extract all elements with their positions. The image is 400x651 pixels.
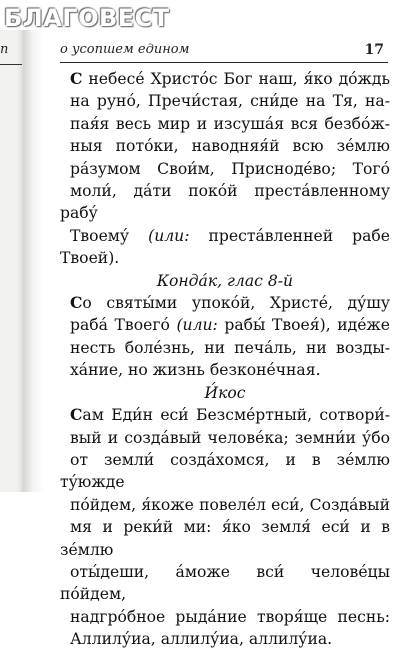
line-text: преста́вленней рабе Твоей). — [60, 226, 390, 268]
text-line: несть боле́знь, ни печа́ль, ни возды- — [70, 338, 390, 357]
text-line — [60, 68, 390, 90]
text-line — [60, 225, 390, 270]
page-number: 17 — [364, 42, 384, 58]
text-line: пая́я весь мир и изсуша́я вся безбо́ж- — [70, 114, 390, 133]
drop-initial: С — [70, 293, 83, 313]
text-line: надгро́бное рыда́ние творя́ще песнь: — [70, 607, 390, 626]
book-page — [44, 30, 400, 649]
troparion-paragraph — [60, 68, 390, 270]
kontakion-heading: Конда́к, глас 8-й — [156, 271, 294, 290]
text-line — [60, 404, 390, 426]
drop-initial: С — [70, 405, 83, 425]
line-text: о святы́ми упоко́й, Христе́, ду́шу — [82, 294, 390, 313]
text-line: по́йдем, я́коже повеле́л еси́, Созда́вый — [70, 495, 390, 514]
text-line: ныя пото́ки, наводняя́й всю зе́млю — [70, 137, 390, 156]
prayer-text — [60, 68, 390, 651]
kontakion-paragraph — [60, 292, 390, 382]
brand-watermark: БЛАГОВЕСТ — [4, 4, 170, 32]
text-line — [60, 314, 390, 336]
line-text: рабы́ Твоея́), иде́же — [217, 316, 391, 335]
line-text: раба́ Твоего́ — [70, 316, 177, 335]
book-gutter — [24, 30, 44, 492]
running-title: о усопшем едином — [60, 42, 190, 57]
text-line: вый и созда́вый челове́ка; земни́и у́бо — [70, 428, 390, 447]
text-line: на руно́, Пречи́стая, сни́де на Тя, на- — [70, 92, 390, 111]
variant-note: (или: — [148, 226, 190, 245]
text-line: ра́зумом Свои́м, Присноде́во; Того́ — [70, 159, 390, 178]
variant-note: (или: — [176, 316, 218, 335]
text-line: от земли́ созда́хомся, и в зе́млю ту́южде — [60, 450, 390, 492]
drop-initial: С — [70, 69, 83, 88]
text-line — [60, 292, 390, 314]
previous-page-header-fragment: п — [0, 42, 9, 57]
previous-page-header-rule — [0, 64, 22, 65]
text-line: мя и реки́й ми: я́ко земля́ еси́ и в зе́млю — [60, 518, 390, 559]
previous-page-edge — [0, 30, 24, 492]
running-head — [60, 42, 388, 63]
text-line: Аллилу́иа, аллилу́иа, аллилу́иа. — [70, 630, 333, 649]
text-line: оты́деши, а́може вси́ челове́цы по́йдем, — [60, 562, 390, 604]
ikos-paragraph — [60, 404, 390, 650]
text-line: ха́ние, но жизнь безконе́чная. — [70, 361, 321, 380]
ikos-heading: И́кос — [204, 383, 246, 402]
line-text: Твоему́ — [70, 226, 149, 245]
line-text: небесе́ Христо́с Бог наш, я́ко до́ждь — [82, 70, 390, 88]
line-text: ам Еди́н еси́ Безсме́ртный, сотвори́- — [82, 406, 390, 425]
text-line: моли́, да́ти поко́й преста́вленному рабу́ — [60, 182, 390, 223]
